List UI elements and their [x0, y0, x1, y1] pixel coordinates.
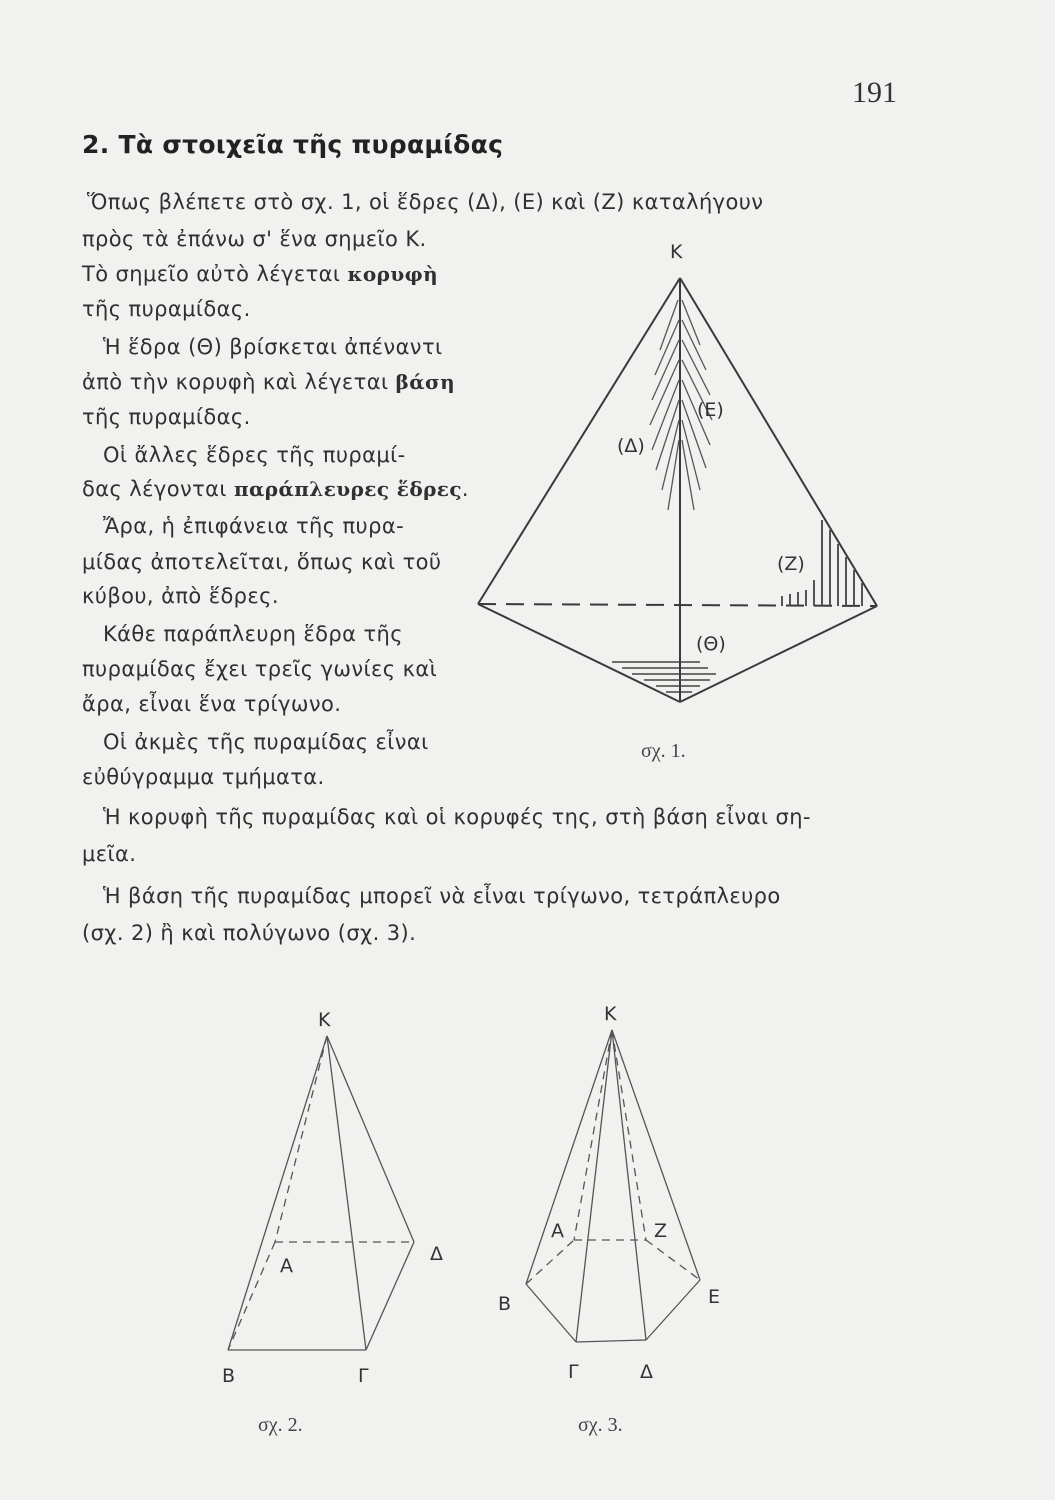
text-fragment: ἀπὸ τὴν κορυφὴ καὶ λέγεται	[82, 370, 396, 394]
term-base: βάση	[395, 370, 456, 394]
text-line: εὐθύγραμμα τμήματα.	[82, 765, 325, 789]
figure-3-vertex-label: Α	[551, 1220, 564, 1242]
figure-3-vertex-label: Β	[498, 1293, 512, 1315]
text-line: πυραμίδας ἔχει τρεῖς γωνίες καὶ	[82, 657, 438, 681]
figure-1-apex-label: Κ	[670, 241, 683, 263]
text-fragment: .	[461, 477, 469, 501]
figure-1-face-e-label: (Ε)	[697, 399, 724, 421]
text-line: ἄρα, εἶναι ἕνα τρίγωνο.	[82, 692, 342, 716]
figure-2-vertex-label: Β	[222, 1365, 236, 1387]
text-line: τῆς πυραμίδας.	[82, 405, 251, 429]
text-line: κύβου, ἀπὸ ἕδρες.	[82, 584, 279, 608]
text-line: Οἱ ἄλλες ἕδρες τῆς πυραμί-	[103, 443, 406, 467]
figure-1-face-z-label: (Ζ)	[777, 553, 805, 575]
text-line: Ἡ βάση τῆς πυραμίδας μπορεῖ νὰ εἶναι τρίγωνο, τετράπλευρο	[103, 884, 781, 908]
text-line: Οἱ ἀκμὲς τῆς πυραμίδας εἶναι	[103, 730, 429, 754]
figure-1-caption: σχ. 1.	[641, 740, 686, 762]
text-line: Ὅπως βλέπετε στὸ σχ. 1, οἱ ἕδρες (Δ), (Ε) καὶ (Ζ) καταλήγουν	[87, 190, 764, 214]
figure-3-vertex-label: Γ	[568, 1361, 579, 1383]
figure-1-face-d-label: (Δ)	[617, 435, 645, 457]
figure-3-vertex-label: Ε	[708, 1286, 721, 1308]
figure-3-caption: σχ. 3.	[578, 1414, 623, 1436]
text-line: πρὸς τὰ ἐπάνω σ' ἕνα σημεῖο Κ.	[82, 227, 427, 251]
figure-3-apex-label: Κ	[604, 1003, 617, 1025]
text-line: Κάθε παράπλευρη ἕδρα τῆς	[103, 622, 403, 646]
text-line: (σχ. 2) ἢ καὶ πολύγωνο (σχ. 3).	[82, 921, 417, 945]
figure-1-face-theta-label: (Θ)	[696, 633, 726, 655]
section-title: 2. Τὰ στοιχεῖα τῆς πυραμίδας	[82, 130, 504, 159]
figure-3-vertex-label: Δ	[640, 1361, 653, 1383]
text-line: τῆς πυραμίδας.	[82, 297, 251, 321]
term-lateral-faces: παράπλευρες ἕδρες	[233, 477, 462, 501]
text-line: μεῖα.	[82, 842, 137, 866]
figure-2-vertex-label: Δ	[430, 1243, 443, 1265]
figure-2-caption: σχ. 2.	[258, 1414, 303, 1436]
text-fragment: Τὸ σημεῖο αὐτὸ λέγεται	[82, 262, 348, 286]
text-line: Ἡ κορυφὴ τῆς πυραμίδας καὶ οἱ κορυφές της, στὴ βάση εἶναι ση-	[103, 805, 811, 829]
figure-2-vertex-label: Α	[280, 1255, 293, 1277]
text-line: Ἄρα, ἡ ἐπιφάνεια τῆς πυρα-	[103, 514, 405, 538]
figure-3-vertex-label: Ζ	[654, 1220, 668, 1242]
text-line: μίδας ἀποτελεῖται, ὅπως καὶ τοῦ	[82, 550, 442, 574]
figure-2-apex-label: Κ	[318, 1009, 331, 1031]
term-vertex: κορυφὴ	[347, 262, 439, 286]
page-number: 191	[852, 76, 897, 109]
figure-2-vertex-label: Γ	[358, 1365, 369, 1387]
text-fragment: δας λέγονται	[82, 477, 234, 501]
text-line: Ἡ ἕδρα (Θ) βρίσκεται ἀπέναντι	[103, 335, 443, 359]
